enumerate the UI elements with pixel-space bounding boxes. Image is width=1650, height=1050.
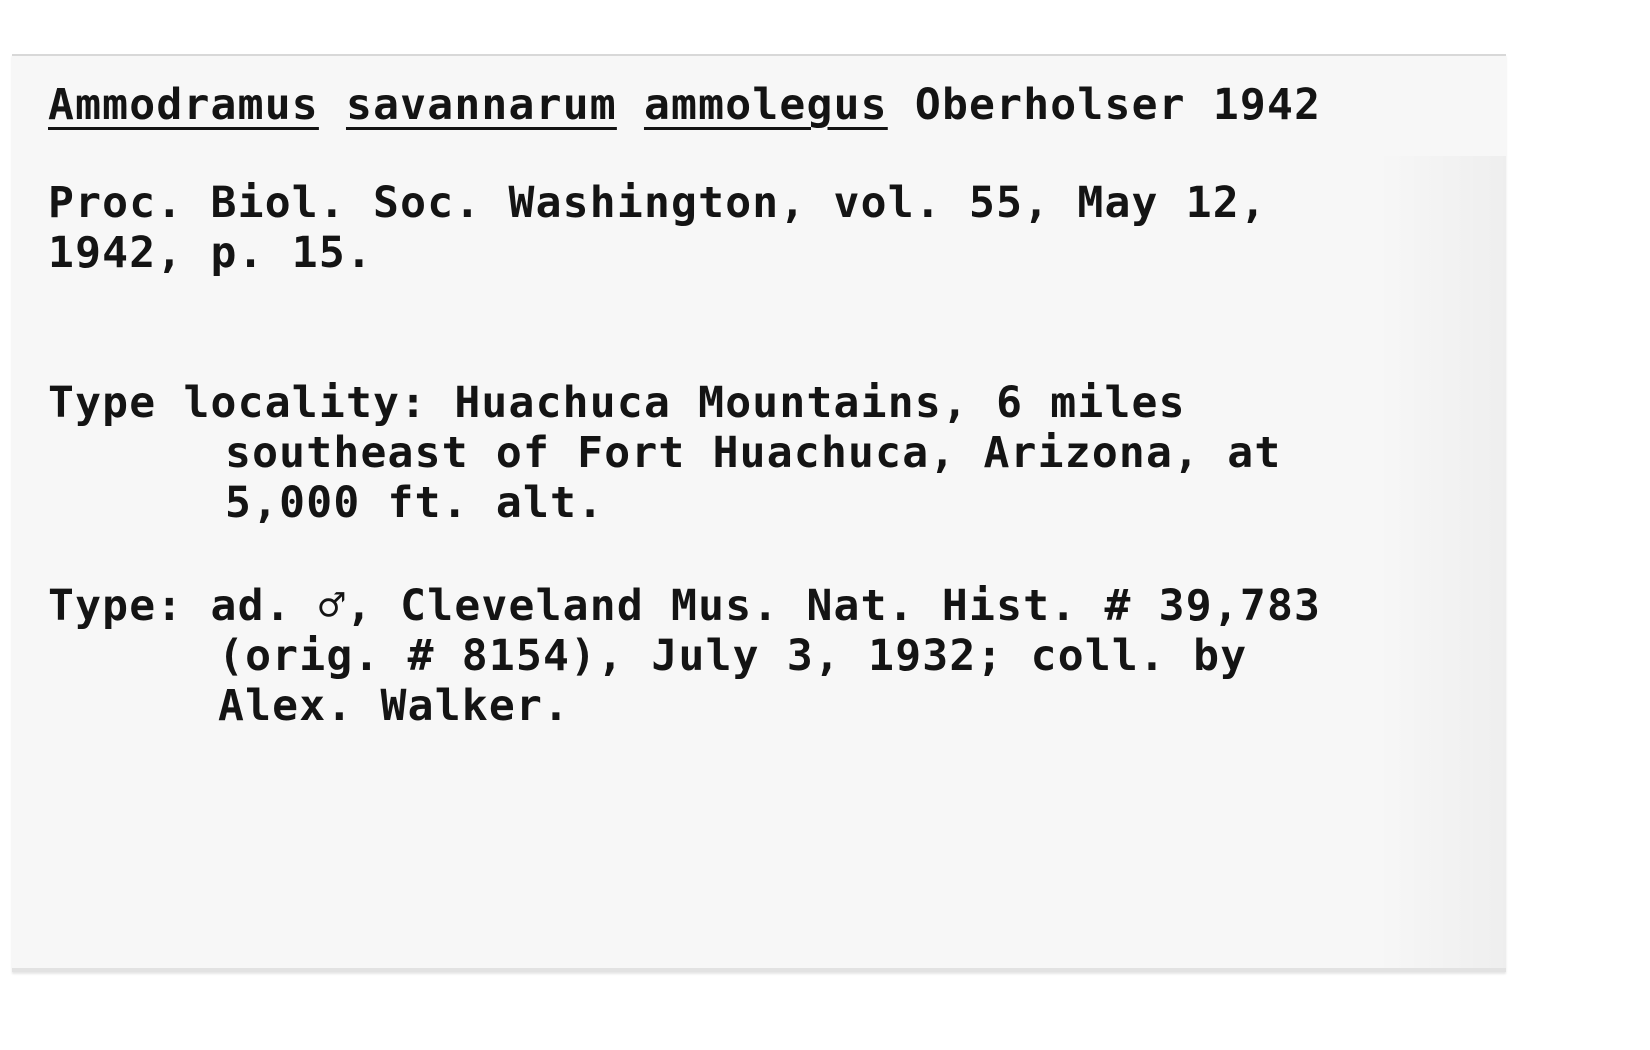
type-locality-line-1: Type locality: Huachuca Mountains, 6 miles (48, 378, 1186, 428)
species-name: savannarum (345, 80, 617, 130)
type-locality-line-3: 5,000 ft. alt. (225, 478, 605, 528)
type-specimen-block (48, 581, 1321, 731)
citation-line-1: Proc. Biol. Soc. Washington, vol. 55, May 12, (48, 178, 1267, 228)
citation-line-2: 1942, p. 15. (48, 228, 374, 278)
card-shading (1376, 156, 1506, 972)
type-locality-line-2: southeast of Fort Huachuca, Arizona, at (225, 428, 1282, 478)
taxon-heading (48, 80, 1321, 130)
genus-name: Ammodramus (48, 80, 319, 130)
type-locality-block (48, 378, 1281, 528)
type-line-2: (orig. # 8154), July 3, 1932; coll. by (218, 631, 1248, 681)
citation-block (48, 178, 1267, 278)
type-line-3: Alex. Walker. (218, 681, 571, 731)
author-year: Oberholser 1942 (914, 80, 1322, 130)
index-card (12, 54, 1506, 972)
type-line-1: Type: ad. ♂, Cleveland Mus. Nat. Hist. # 39,783 (48, 581, 1322, 631)
subspecies-name: ammolegus (643, 80, 888, 130)
card-bottom-edge (12, 968, 1506, 972)
